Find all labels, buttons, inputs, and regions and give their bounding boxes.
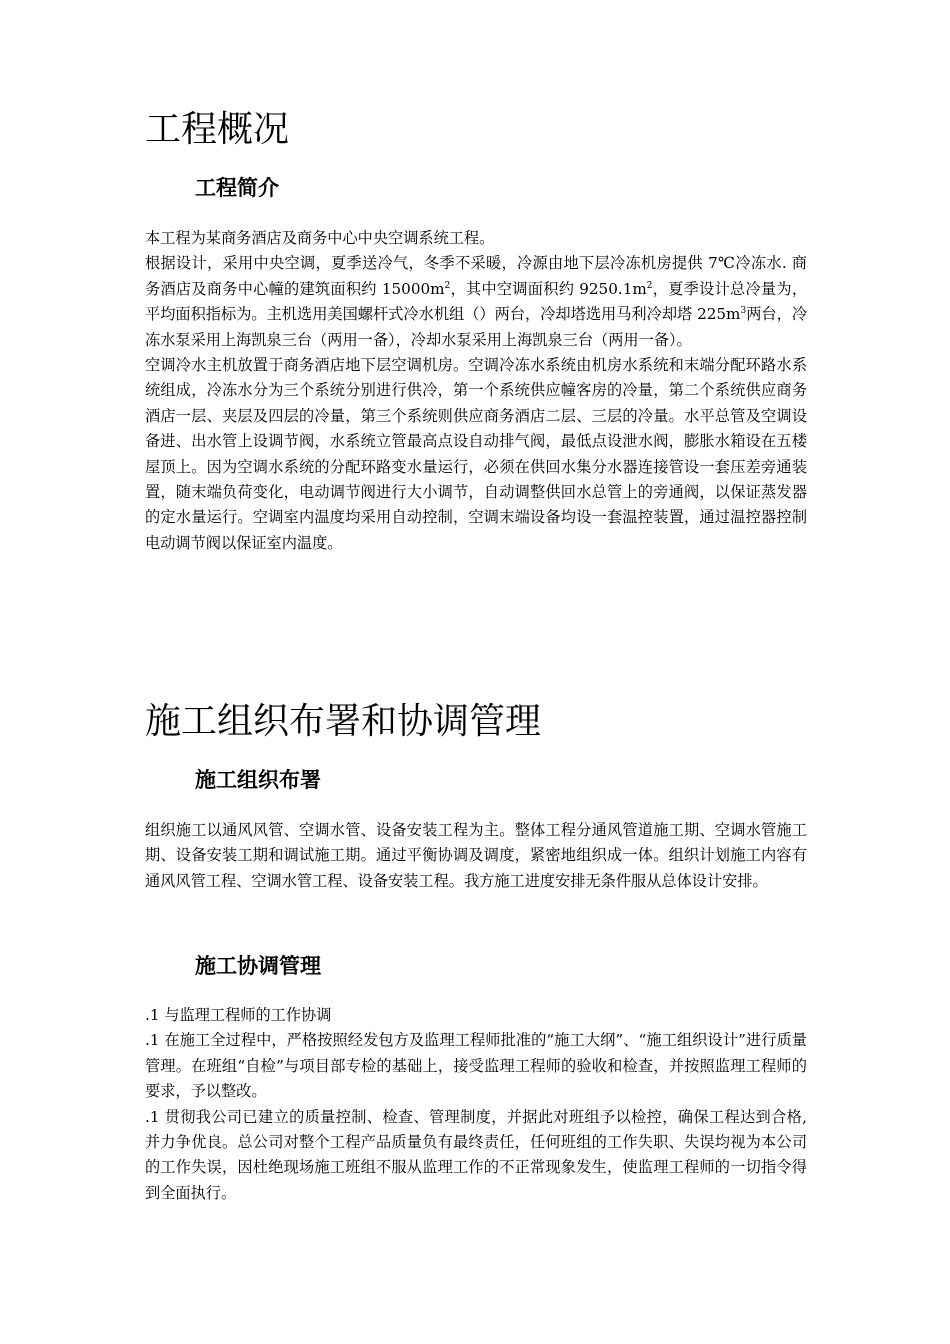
section-title-overview: 工程概况 (145, 109, 290, 150)
paragraph-intro-3: 空调冷水主机放置于商务酒店地下层空调机房。空调冷冻水系统由机房水系统和末端分配环路水系统组成，冷冻水分为三个系统分别进行供冷，第一个系统供应幢客房的冷量，第二个系统供应商务酒店一层、夹层及四层的冷量，第三个系统则供应商务酒店二层、三层的冷量。水平总管及空调设备进、出水管上设调节阀，水系统立管最高点设自动排气阀，最低点设泄水阀，膨胀水箱设在五楼屋顶上。因为空调水系统的分配环路变水量运行，必须在供回水集分水器连接管设一套压差旁通装置，随末端负荷变化，电动调节阀进行大小调节，自动调整供回水总管上的旁通阀，以保证蒸发器的定水量运行。空调室内温度均采用自动控制，空调末端设备均设一套温控装置，通过温控器控制电动调节阀以保证室内温度。 (145, 356, 807, 552)
text-span: 两台，冷冻水泵采用上海凯泉三台（两用一备），冷却水泵采用上海凯泉三台（两用一备）。 (145, 305, 808, 349)
coordination-body (145, 1003, 807, 1206)
layout-body (145, 818, 807, 894)
text-span: ，夏季设计总冷量为，平均面积指标为。主机选用美国螺杆式冷水机组（）两台，冷却塔选用马利冷却塔 225m (145, 279, 808, 324)
paragraph-coord-2: .1 在施工全过程中，严格按照经发包方及监理工程师批准的“施工大纲”、“施工组织设计”进行质量管理。在班组“自检”与项目部专检的基础上，接受监理工程师的验收和检查，并按照监理工程师的要求，予以整改。 (145, 1031, 807, 1101)
paragraph-intro-1: 本工程为某商务酒店及商务中心中央空调系统工程。 (145, 229, 495, 247)
subsection-title-intro: 工程简介 (195, 176, 279, 200)
subsection-title-layout: 施工组织布署 (195, 768, 321, 792)
paragraph-layout: 组织施工以通风风管、空调水管、设备安装工程为主。整体工程分通风管道施工期、空调水管施工期、设备安装工期和调试施工期。通过平衡协调及调度，紧密地组织成一体。组织计划施工内容有通风风管工程、空调水管工程、设备安装工程。我方施工进度安排无条件服从总体设计安排。 (145, 821, 807, 890)
text-span: ，其中空调面积约 9250.1m (450, 279, 647, 298)
intro-body (145, 226, 807, 556)
text-span: 根据设计，采用中央空调，夏季送冷气，冬季不采暖，冷源由地下层冷冻机房提供 7℃冷冻水. 商务酒店及商务中心幢的建筑面积约 15000m (145, 254, 807, 298)
section-title-organization: 施工组织布署和协调管理 (145, 701, 542, 742)
paragraph-intro-2 (145, 251, 807, 353)
paragraph-coord-1: .1 与监理工程师的工作协调 (145, 1006, 332, 1024)
subsection-title-coordination: 施工协调管理 (195, 954, 321, 978)
superscript: 3 (740, 306, 747, 317)
paragraph-coord-3: .1 贯彻我公司已建立的质量控制、检查、管理制度，并据此对班组予以检控，确保工程达到合格,并力争优良。总公司对整个工程产品质量负有最终责任，任何班组的工作失职、失误均视为本公司的工作失误，因杜绝现场施工班组不服从监理工作的不正常现象发生，使监理工程师的一切指令得到全面执行。 (145, 1107, 807, 1202)
superscript: 2 (646, 280, 653, 291)
superscript: 2 (444, 280, 451, 291)
